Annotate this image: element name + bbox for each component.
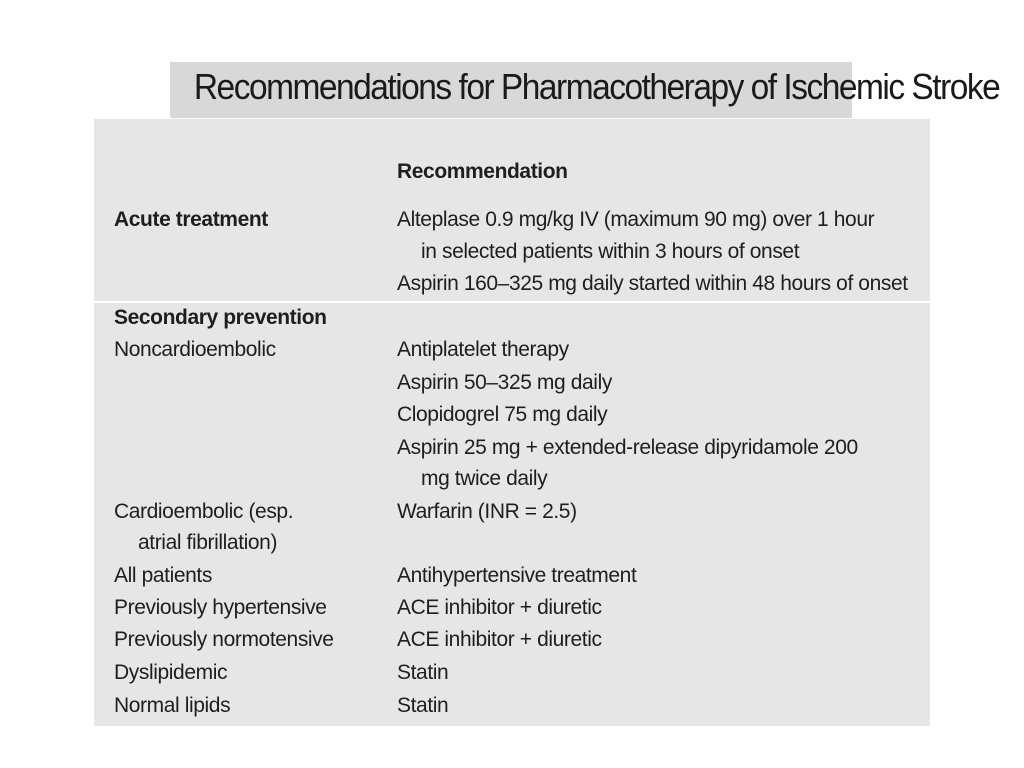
- noncardioembolic-label: Noncardioembolic: [114, 338, 276, 361]
- previously-hypertensive-label: Previously hypertensive: [114, 596, 327, 619]
- column-header-recommendation: Recommendation: [397, 160, 568, 183]
- acute-treatment-label: Acute treatment: [114, 208, 268, 231]
- noncardio-rec-dipyridamole-line1: Aspirin 25 mg + extended-release dipyridamole 200: [397, 436, 858, 459]
- cardio-rec-warfarin: Warfarin (INR = 2.5): [397, 500, 577, 523]
- title-banner: [170, 62, 1000, 118]
- previously-hypertensive-rec: ACE inhibitor + diuretic: [397, 596, 602, 619]
- page-title: Recommendations for Pharmacotherapy of Ischemic Stroke: [193, 66, 1000, 107]
- cardioembolic-label-line1: Cardioembolic (esp.: [114, 500, 294, 523]
- acute-rec-alteplase-line2: in selected patients within 3 hours of onset: [421, 240, 800, 263]
- normal-lipids-label: Normal lipids: [114, 694, 231, 717]
- cardioembolic-label-line2: atrial fibrillation): [138, 531, 278, 554]
- noncardio-rec-antiplatelet: Antiplatelet therapy: [397, 338, 569, 361]
- acute-rec-aspirin: Aspirin 160–325 mg daily started within 48 hours of onset: [397, 272, 908, 295]
- all-patients-label: All patients: [114, 564, 212, 587]
- previously-normotensive-rec: ACE inhibitor + diuretic: [397, 628, 602, 651]
- noncardio-rec-clopidogrel: Clopidogrel 75 mg daily: [397, 403, 608, 426]
- dyslipidemic-rec: Statin: [397, 661, 449, 684]
- acute-rec-alteplase-line1: Alteplase 0.9 mg/kg IV (maximum 90 mg) over 1 hour: [397, 208, 875, 231]
- secondary-prevention-label: Secondary prevention: [114, 306, 327, 329]
- previously-normotensive-label: Previously normotensive: [114, 628, 334, 651]
- recommendations-table: [94, 119, 930, 726]
- all-patients-rec: Antihypertensive treatment: [397, 564, 637, 587]
- dyslipidemic-label: Dyslipidemic: [114, 661, 228, 684]
- normal-lipids-rec: Statin: [397, 694, 449, 717]
- noncardio-rec-dipyridamole-line2: mg twice daily: [421, 467, 548, 490]
- noncardio-rec-aspirin: Aspirin 50–325 mg daily: [397, 371, 612, 394]
